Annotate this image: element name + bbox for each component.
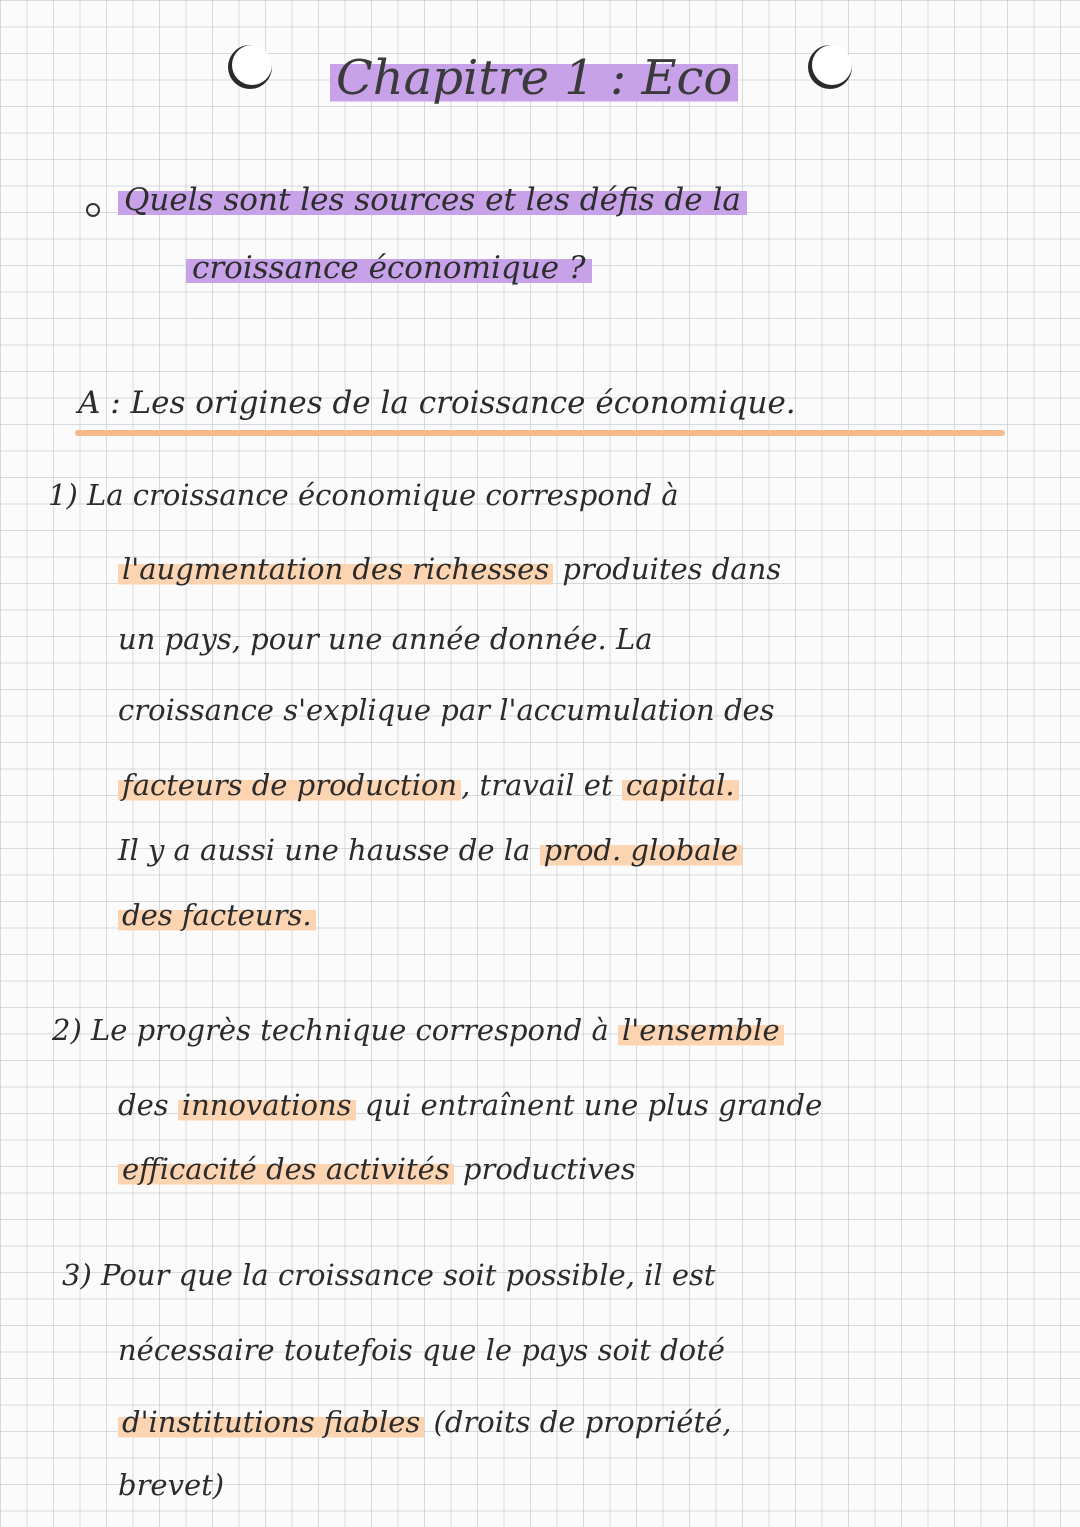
p3-line-4: brevet) [118,1468,225,1502]
p3-line-3: d'institutions fiables (droits de propriété, [118,1405,732,1439]
p1-line-2: l'augmentation des richesses produites dans [118,552,781,586]
p1-line-6: Il y a aussi une hausse de la prod. globale [118,833,742,867]
p1-line-1: 1) La croissance économique correspond à [48,478,679,512]
p1-line-7: des facteurs. [118,898,316,932]
p3-line-1: 3) Pour que la croissance soit possible, il est [62,1258,716,1292]
p1-line-4: croissance s'explique par l'accumulation des [118,693,775,727]
p1-line-5: facteurs de production , travail et capital. [118,768,739,802]
binder-hole-right [808,45,852,89]
p1-line-3: un pays, pour une année donnée. La [118,622,653,656]
question-line-1: Quels sont les sources et les défis de la [118,182,747,218]
page-title: Chapitre 1 : Eco [330,50,738,106]
p3-line-2: nécessaire toutefois que le pays soit doté [118,1333,725,1367]
p2-line-3: efficacité des activités productives [118,1152,636,1186]
p2-line-2: des innovations qui entraînent une plus grande [118,1088,823,1122]
question-line-2: croissance économique ? [186,250,592,286]
section-heading-underline [75,430,1005,436]
bullet-icon [86,203,100,217]
p2-line-1: 2) Le progrès technique correspond à l'ensemble [52,1013,784,1047]
binder-hole-left [228,45,272,89]
section-heading: A : Les origines de la croissance économique. [78,385,796,421]
